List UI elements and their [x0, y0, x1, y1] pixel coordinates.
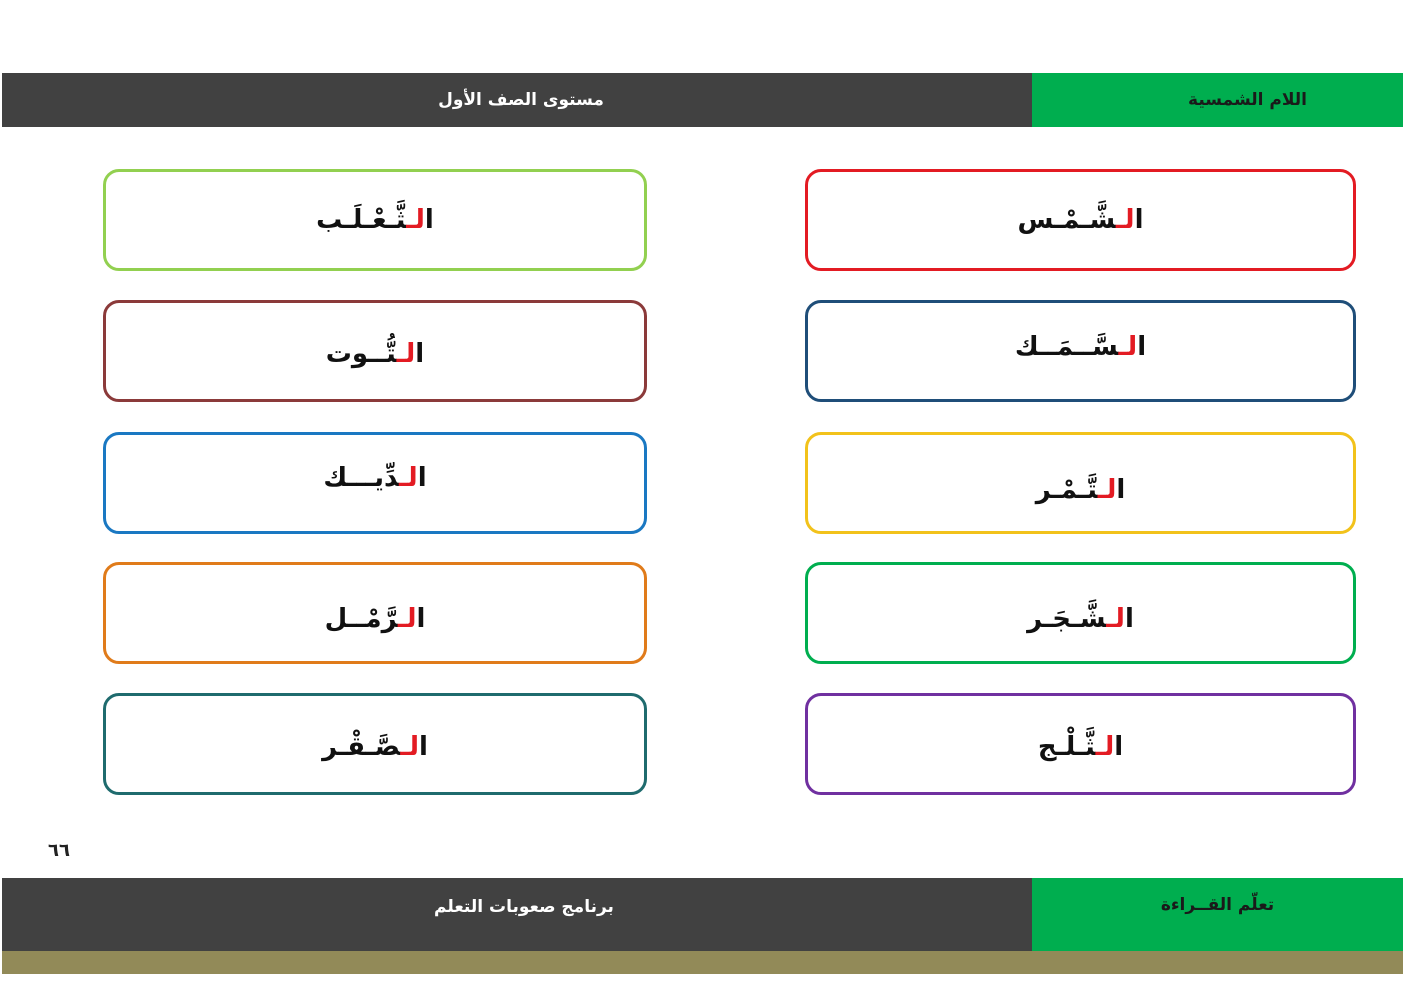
- section-title: اللام الشمسية: [1188, 90, 1307, 110]
- lam-letter: لـ: [1097, 475, 1117, 505]
- word-tamr: الـتَّـمْـر: [1035, 475, 1126, 505]
- footer-bar: [2, 878, 1403, 951]
- word-card-thalab: [103, 169, 647, 271]
- header-level-panel: [2, 73, 1032, 127]
- word-deek: الـدِّيـــك: [323, 463, 427, 493]
- lam-letter: لـ: [1118, 332, 1138, 362]
- word-toot: الـتُّــوت: [325, 339, 425, 369]
- lam-letter: لـ: [1115, 205, 1135, 235]
- book-title: تعلّم القــراءة: [1160, 894, 1275, 915]
- lam-letter: لـ: [406, 205, 425, 235]
- word-samak: الـسَّــمَــك: [1014, 332, 1147, 362]
- word-card-shajar: [805, 562, 1356, 664]
- header-bar: [2, 73, 1403, 127]
- header-section-panel: [1032, 73, 1403, 127]
- footer-program-panel: [2, 878, 1032, 951]
- lam-letter: لـ: [399, 463, 418, 493]
- lam-letter: لـ: [396, 339, 416, 369]
- word-shajar: الـشَّـجَـر: [1027, 604, 1134, 634]
- word-thalj: الـثَّـلْـج: [1037, 732, 1124, 762]
- word-card-toot: [103, 300, 647, 402]
- level-title: مستوى الصف الأول: [438, 90, 604, 110]
- lam-letter: لـ: [1106, 604, 1125, 634]
- word-thalab: الـثَّـعْـلَـب: [316, 205, 434, 235]
- word-card-deek: [103, 432, 647, 534]
- word-raml: الـرَّمْــل: [324, 604, 426, 634]
- word-saqr: الـصَّـقْـر: [322, 732, 428, 762]
- word-card-samak: [805, 300, 1356, 402]
- word-card-tamr: [805, 432, 1356, 534]
- word-card-shams: [805, 169, 1356, 271]
- page-number: ٦٦: [48, 840, 70, 861]
- footer-book-panel: [1032, 878, 1403, 951]
- lam-letter: لـ: [397, 604, 417, 634]
- word-card-saqr: [103, 693, 647, 795]
- lam-letter: لـ: [1095, 732, 1115, 762]
- word-card-thalj: [805, 693, 1356, 795]
- footer-olive-strip: [2, 951, 1403, 974]
- word-card-raml: [103, 562, 647, 664]
- word-shams: الـشَّـمْـس: [1017, 205, 1144, 235]
- program-title: برنامج صعوبات التعلم: [434, 896, 614, 917]
- lam-letter: لـ: [400, 732, 420, 762]
